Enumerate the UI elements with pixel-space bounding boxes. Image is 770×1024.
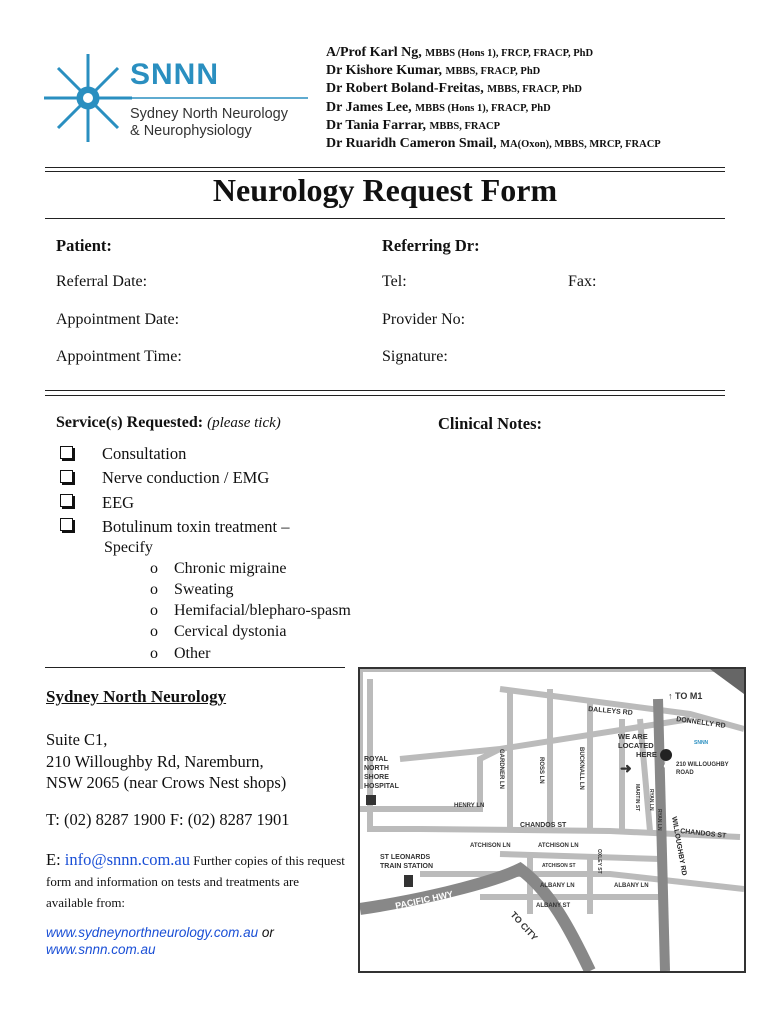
service-checkbox[interactable] [60,470,73,483]
location-map [358,667,746,973]
logo-subtitle-line1: Sydney North Neurology [130,106,288,122]
map-address: 210 WILLOUGHBY [676,762,729,768]
station-label: TRAIN STATION [380,863,434,870]
doctor-entry: Dr James Lee, MBBS (Hons 1), FRACP, PhD [326,99,551,115]
provider-no-label: Provider No: [382,311,466,328]
map-label-willoughby: WILLOUGHBY RD [670,816,688,877]
divider [45,167,725,168]
sub-item-hemifacial: Hemifacial/blepharo-spasm [174,602,351,619]
divider [45,395,725,396]
tel-label: Tel: [382,273,407,290]
contact-phone: T: (02) 8287 1900 F: (02) 8287 1901 [46,810,290,829]
doctor-entry: Dr Tania Farrar, MBBS, FRACP [326,117,501,133]
arrow-right-icon: ➜ [620,760,632,776]
map-label-chandos: CHANDOS ST [520,822,567,829]
websites [46,924,274,958]
map-label-pacific: PACIFIC HWY [394,888,454,911]
service-item-consultation: Consultation [102,444,187,463]
fax-label: Fax: [568,273,597,290]
hospital-label: SHORE [364,774,389,781]
doctors-list [326,44,661,153]
map-label-to-m1: ↑ TO M1 [668,691,703,701]
bullet: o [150,560,158,577]
map-label-henry: HENRY LN [454,803,485,809]
doctor-entry: A/Prof Karl Ng, MBBS (Hons 1), FRCP, FRACP, PhD [326,45,594,60]
referral-date-label: Referral Date: [56,273,148,290]
map-label-donnelly: DONNELLY RD [675,716,727,730]
sub-item-cervical-dystonia: Cervical dystonia [174,623,287,640]
divider [45,218,725,219]
willoughby-road [658,699,665,971]
specify-label: Specify [104,539,153,556]
located-label: LOCATED [618,741,654,750]
map-label-m1: M1 [721,680,738,697]
website-link[interactable]: www.snnn.com.au [46,942,156,957]
map-label-atchison-st: ATCHISON ST [542,863,576,869]
located-label: WE ARE [618,732,648,741]
patient-label: Patient: [56,236,112,255]
bullet: o [150,645,158,662]
hospital-label: ROYAL [364,756,388,763]
bullet: o [150,623,158,640]
contact-email-block [46,849,346,913]
sub-item-other: Other [174,645,211,662]
website-link[interactable]: www.sydneynorthneurology.com.au [46,925,259,940]
service-checkbox[interactable] [60,518,73,531]
map-address: ROAD [676,770,694,776]
sub-item-chronic-migraine: Chronic migraine [174,560,287,577]
divider [45,667,345,668]
service-checkbox[interactable] [60,446,73,459]
email-label: E: [46,850,65,869]
hospital-icon [366,795,376,805]
map-label-martin: MARTIN ST [634,784,640,812]
logo-name: SNNN [130,58,220,91]
map-label-ryan-lower: RYAN LN [656,809,662,831]
page-title: Neurology Request Form [212,172,558,208]
map-label-oxley: OXLEY ST [596,849,602,874]
located-label: HERE [636,750,657,759]
email-link[interactable]: info@snnn.com.au [64,850,190,869]
doctor-entry: Dr Robert Boland-Freitas, MBBS, FRACP, PhD [326,81,582,97]
address-line: Suite C1, [46,730,108,749]
clinical-notes-label: Clinical Notes: [438,414,543,433]
address-line: NSW 2065 (near Crows Nest shops) [46,773,287,792]
service-item-botulinum: Botulinum toxin treatment – [102,517,290,536]
contact-heading: Sydney North Neurology [46,687,227,706]
bullet: o [150,581,158,598]
bullet: o [150,602,158,619]
map-label-albany-ln: ALBANY LN [540,883,575,889]
map-label-dalleys: DALLEYS RD [587,706,633,717]
doctor-entry: Dr Ruaridh Cameron Smail, MA(Oxon), MBBS, MRCP, FRACP [326,136,661,152]
services-hint: (please tick) [207,415,281,431]
doctor-entry: Dr Kishore Kumar, MBBS, FRACP, PhD [326,63,541,79]
map-logo-text: SNNN [694,740,709,746]
sub-item-sweating: Sweating [174,581,234,598]
service-checkbox[interactable] [60,494,73,507]
service-item-eeg: EEG [102,493,135,512]
map-label-gardner: GARDNER LN [498,749,504,789]
map-label-atchison-ln: ATCHISON LN [538,843,579,849]
map-label-albany-ln: ALBANY LN [614,883,649,889]
map-label-ross: ROSS LN [538,757,544,784]
train-icon [404,875,413,887]
map-label-bucknall: BUCKNALL LN [578,747,584,790]
map-label-albany-st: ALBANY ST [536,903,571,909]
hospital-label: NORTH [364,765,389,772]
logo-subtitle [130,106,288,140]
map-label-to-city: TO CITY [508,909,540,943]
station-label: ST LEONARDS [380,854,431,861]
or-text: or [258,925,274,940]
hospital-label: HOSPITAL [364,783,399,790]
map-label-chandos-east: CHANDOS ST [679,828,727,840]
services-heading: Service(s) Requested: (please tick) [56,414,281,431]
logo-subtitle-line2: & Neurophysiology [130,123,252,139]
service-item-nerve-conduction: Nerve conduction / EMG [102,468,270,487]
map-label-atchison-ln: ATCHISON LN [470,843,511,849]
referring-dr-label: Referring Dr: [382,236,480,255]
divider [45,390,725,391]
map-label-ryan: RYAN LN [648,789,654,811]
further-copies-text: Further copies of this request form and information on tests and treatments are available from: [46,853,345,910]
appointment-date-label: Appointment Date: [56,311,180,328]
address-line: 210 Willoughby Rd, Naremburn, [46,751,264,771]
signature-label: Signature: [382,348,448,365]
contact-address [46,729,286,794]
appointment-time-label: Appointment Time: [56,348,182,365]
map-streets [360,669,744,914]
